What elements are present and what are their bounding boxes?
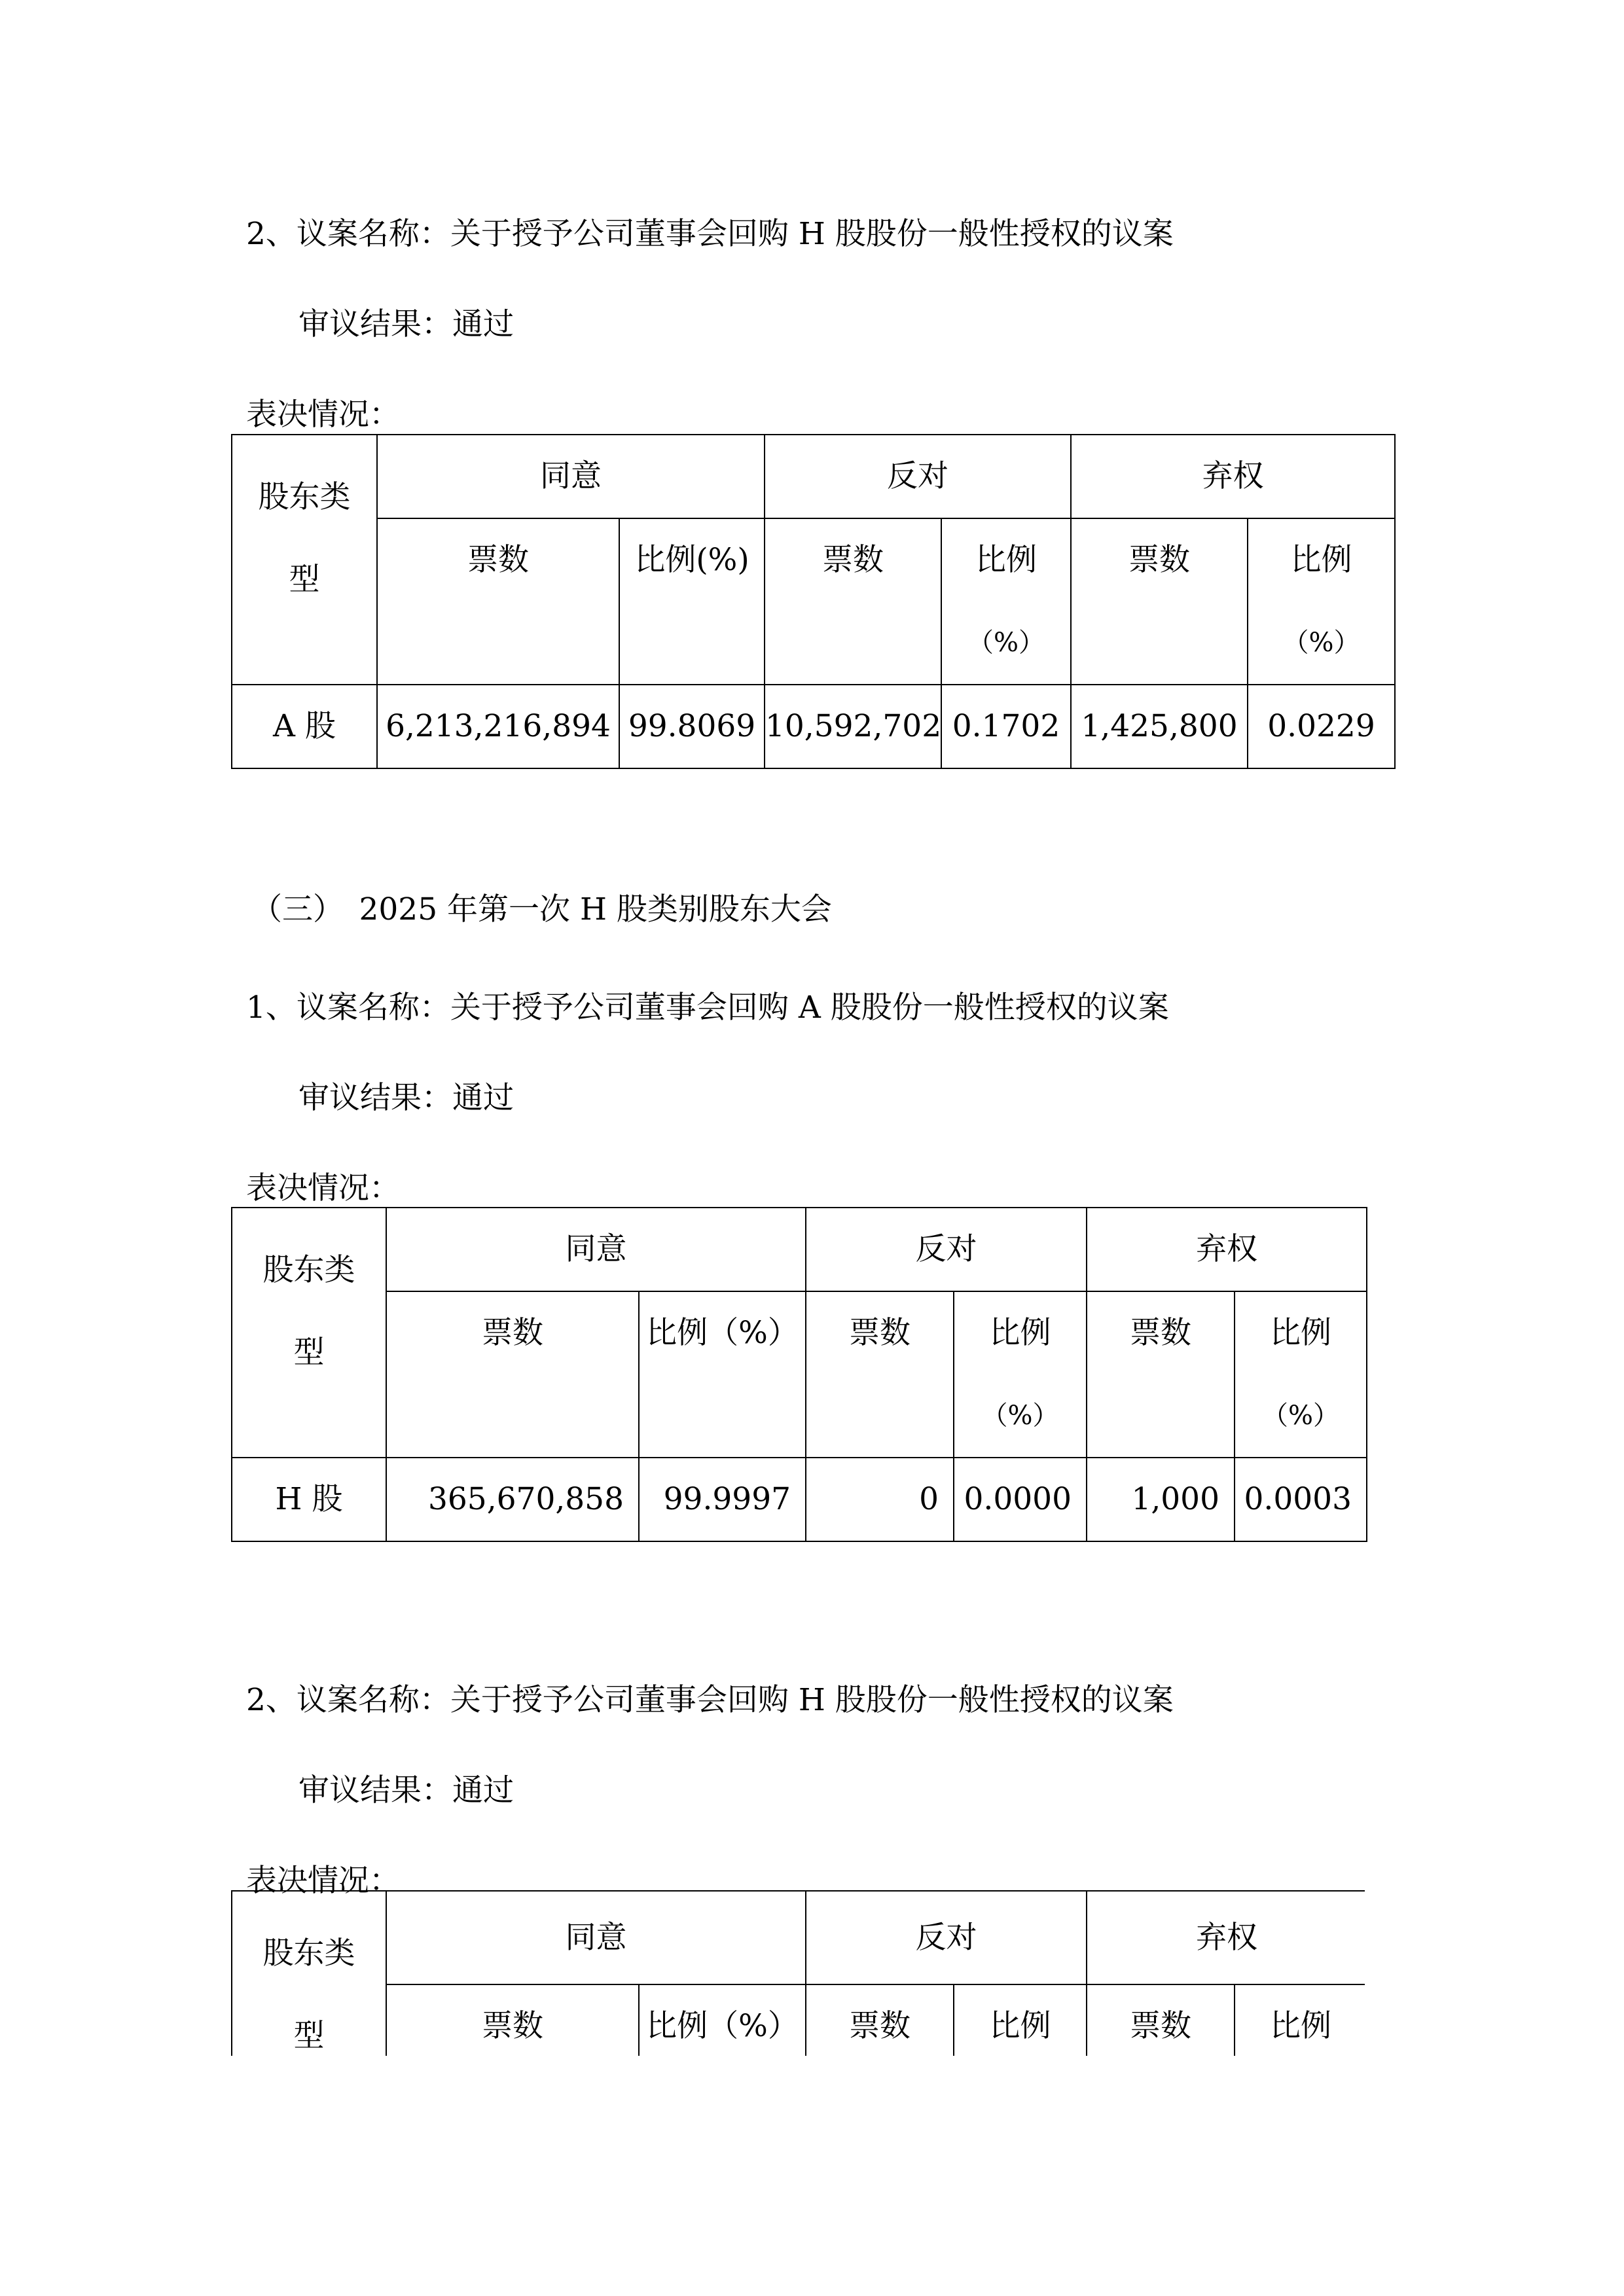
agree-votes-header: 票数 <box>386 1291 639 1458</box>
abstain-header: 弃权 <box>1087 1891 1365 1984</box>
review-result: 审议结果：通过 <box>298 306 514 342</box>
against-votes-header: 票数 <box>806 1984 954 2056</box>
agree-ratio-cell: 99.9997 <box>639 1458 806 1541</box>
against-votes-cell: 10,592,702 <box>765 685 941 768</box>
against-ratio-header: 比例 <box>954 1984 1087 2056</box>
against-votes-header: 票数 <box>765 518 941 685</box>
agree-header: 同意 <box>386 1208 806 1291</box>
agree-votes-header: 票数 <box>386 1984 639 2056</box>
against-header: 反对 <box>765 435 1071 518</box>
against-ratio-cell: 0.0000 <box>954 1458 1087 1541</box>
shareholder-type-cell: A 股 <box>232 685 377 768</box>
vote-label: 表决情况： <box>246 397 400 433</box>
abstain-header: 弃权 <box>1087 1208 1367 1291</box>
against-ratio-cell: 0.1702 <box>941 685 1071 768</box>
review-result: 审议结果：通过 <box>298 1772 514 1808</box>
shareholder-type-header: 股东类 型 <box>232 1891 386 2056</box>
abstain-ratio-header: 比例 （%） <box>1248 518 1395 685</box>
vote-label: 表决情况： <box>246 1170 400 1206</box>
abstain-votes-cell: 1,000 <box>1087 1458 1235 1541</box>
shareholder-type-header: 股东类 型 <box>232 435 377 685</box>
vote-label: 表决情况： <box>246 1863 400 1899</box>
against-header: 反对 <box>806 1208 1087 1291</box>
abstain-ratio-cell: 0.0003 <box>1235 1458 1367 1541</box>
table-row <box>232 685 1395 768</box>
motion-title: 2、议案名称：关于授予公司董事会回购 H 股股份一般性授权的议案 <box>246 1682 1174 1718</box>
abstain-votes-header: 票数 <box>1071 518 1248 685</box>
agree-ratio-header: 比例（%） <box>639 1984 806 2056</box>
agree-header: 同意 <box>386 1891 806 1984</box>
abstain-ratio-cell: 0.0229 <box>1248 685 1395 768</box>
abstain-header: 弃权 <box>1071 435 1395 518</box>
agree-votes-cell: 6,213,216,894 <box>377 685 619 768</box>
shareholder-type-cell: H 股 <box>232 1458 386 1541</box>
abstain-votes-cell: 1,425,800 <box>1071 685 1248 768</box>
review-result: 审议结果：通过 <box>298 1080 514 1116</box>
against-votes-cell: 0 <box>806 1458 954 1541</box>
agree-header: 同意 <box>377 435 765 518</box>
section-heading: （三） 2025 年第一次 H 股类别股东大会 <box>251 891 832 927</box>
motion-title: 2、议案名称：关于授予公司董事会回购 H 股股份一般性授权的议案 <box>246 216 1174 252</box>
vote-table-clipped <box>231 1890 1365 2056</box>
shareholder-type-header: 股东类 型 <box>232 1208 386 1458</box>
abstain-votes-header: 票数 <box>1087 1984 1235 2056</box>
vote-table <box>231 1890 1365 2056</box>
agree-ratio-header: 比例（%） <box>639 1291 806 1458</box>
agree-ratio-cell: 99.8069 <box>619 685 765 768</box>
table-row <box>232 1458 1367 1541</box>
abstain-ratio-header: 比例 <box>1235 1984 1365 2056</box>
vote-table <box>231 1207 1367 1542</box>
against-ratio-header: 比例 （%） <box>941 518 1071 685</box>
agree-ratio-header: 比例(%) <box>619 518 765 685</box>
against-votes-header: 票数 <box>806 1291 954 1458</box>
vote-table <box>231 434 1396 769</box>
agree-votes-header: 票数 <box>377 518 619 685</box>
against-ratio-header: 比例 （%） <box>954 1291 1087 1458</box>
agree-votes-cell: 365,670,858 <box>386 1458 639 1541</box>
abstain-ratio-header: 比例 （%） <box>1235 1291 1367 1458</box>
motion-title: 1、议案名称：关于授予公司董事会回购 A 股股份一般性授权的议案 <box>246 990 1169 1026</box>
against-header: 反对 <box>806 1891 1087 1984</box>
abstain-votes-header: 票数 <box>1087 1291 1235 1458</box>
